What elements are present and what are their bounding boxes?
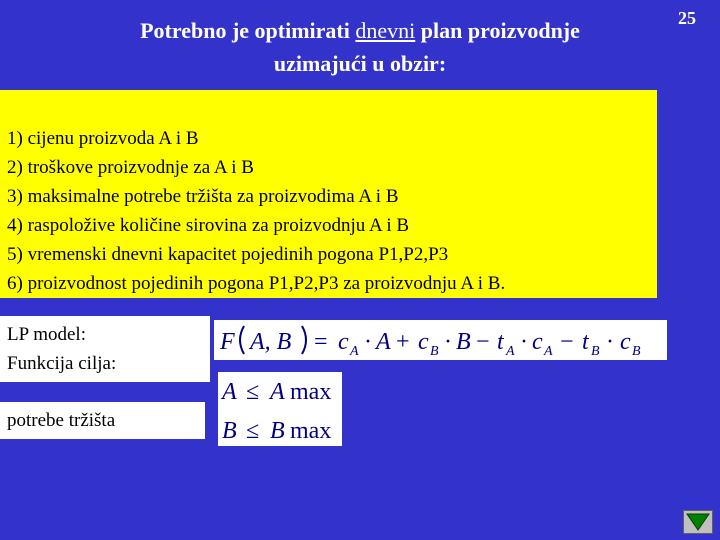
title-line-1 — [60, 14, 660, 47]
constraint-op: ≤ — [246, 379, 260, 405]
objective-function-formula — [214, 320, 667, 360]
constraint-lhs: B — [222, 418, 237, 444]
formula-args: A, B — [250, 329, 292, 355]
formula-sub: B — [591, 344, 600, 359]
right-paren — [302, 326, 306, 354]
formula-minus: − — [560, 329, 574, 355]
left-paren — [240, 326, 244, 354]
formula-A: A — [376, 329, 391, 355]
formula-c: c — [338, 329, 349, 355]
formula-dot: · — [364, 329, 372, 355]
title-text-end: plan proizvodnje — [415, 18, 580, 43]
constraint-max: max — [290, 379, 332, 405]
title-underlined-word: dnevni — [355, 18, 416, 43]
title-line-2: uzimajući u obzir: — [273, 51, 447, 76]
slide-title — [60, 14, 660, 80]
formula-sub: A — [506, 344, 515, 359]
formula-sub: B — [430, 344, 439, 359]
requirements-list — [7, 124, 505, 298]
formula-c: c — [532, 329, 543, 355]
list-item: 1) cijenu proizvoda A i B — [7, 128, 199, 149]
market-demand-label: potrebe tržišta — [7, 410, 116, 431]
list-item: 2) troškove proizvodnje za A i B — [7, 157, 254, 178]
objective-function-label: Funkcija cilja: — [7, 353, 117, 374]
title-text-start: Potrebno je optimirati — [140, 18, 356, 43]
lp-model-box — [0, 316, 210, 382]
formula-F: F — [220, 329, 235, 355]
formula-sub: B — [632, 344, 641, 359]
constraint-op: ≤ — [246, 418, 260, 444]
formula-sub: A — [350, 344, 359, 359]
formula-equals: = — [314, 329, 328, 355]
formula-t: t — [582, 329, 589, 355]
down-triangle-icon — [684, 511, 712, 533]
formula-sub: A — [544, 344, 553, 359]
list-item: 4) raspoložive količine sirovina za proizvodnju A i B — [7, 215, 410, 236]
formula-dot: · — [606, 329, 614, 355]
lp-model-label: LP model: — [7, 324, 86, 345]
market-constraints — [218, 372, 342, 446]
constraint-lhs: A — [222, 379, 237, 405]
constraint-max: max — [290, 418, 332, 444]
formula-dot: · — [444, 329, 452, 355]
list-item: 6) proizvodnost pojedinih pogona P1,P2,P3 za proizvodnju A i B. — [7, 273, 506, 294]
formula-minus: − — [476, 329, 490, 355]
formula-t: t — [497, 329, 504, 355]
formula-plus: + — [396, 329, 410, 355]
formula-c: c — [620, 329, 631, 355]
list-item: 5) vremenski dnevni kapacitet pojedinih pogona P1,P2,P3 — [7, 244, 449, 265]
next-slide-button[interactable] — [683, 510, 713, 534]
formula-B: B — [456, 329, 471, 355]
formula-c: c — [418, 329, 429, 355]
list-item: 3) maksimalne potrebe tržišta za proizvodima A i B — [7, 186, 399, 207]
constraint-rhs: B — [270, 418, 285, 444]
formula-dot: · — [520, 329, 528, 355]
market-demand-box — [0, 402, 205, 439]
page-number: 25 — [678, 8, 696, 28]
constraint-rhs: A — [270, 379, 285, 405]
